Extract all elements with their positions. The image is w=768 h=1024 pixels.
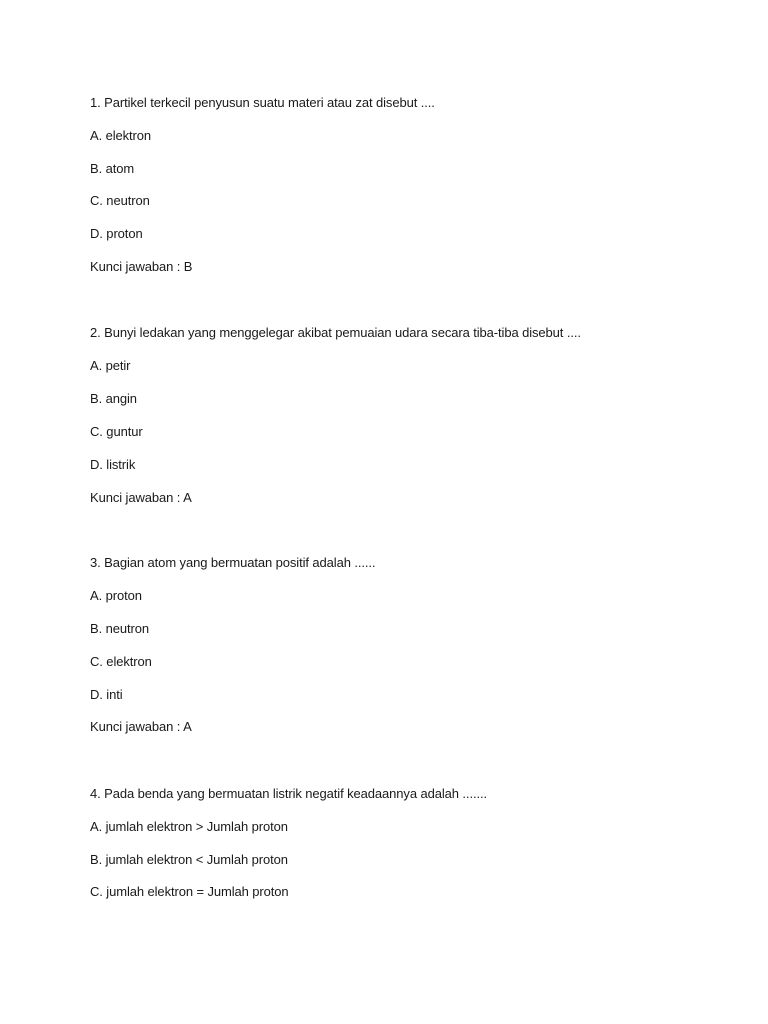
- question-2-option-d: D. listrik: [90, 457, 136, 472]
- question-4-option-a: A. jumlah elektron > Jumlah proton: [90, 819, 288, 834]
- question-3-text: 3. Bagian atom yang bermuatan positif adalah ......: [90, 555, 376, 570]
- question-3-option-a: A. proton: [90, 588, 142, 603]
- question-4-option-c: C. jumlah elektron = Jumlah proton: [90, 884, 289, 899]
- question-4-text: 4. Pada benda yang bermuatan listrik negatif keadaannya adalah .......: [90, 786, 487, 801]
- question-2-option-a: A. petir: [90, 358, 131, 373]
- question-2-answer-key: Kunci jawaban : A: [90, 490, 192, 505]
- question-1-option-b: B. atom: [90, 161, 135, 176]
- question-3-option-c: C. elektron: [90, 654, 152, 669]
- question-2-text: 2. Bunyi ledakan yang menggelegar akibat pemuaian udara secara tiba-tiba disebut ....: [90, 325, 581, 340]
- question-3-answer-key: Kunci jawaban : A: [90, 719, 192, 734]
- question-1-text: 1. Partikel terkecil penyusun suatu materi atau zat disebut ....: [90, 95, 435, 110]
- question-1-option-d: D. proton: [90, 226, 143, 241]
- question-4-option-b: B. jumlah elektron < Jumlah proton: [90, 852, 288, 867]
- question-1-answer-key: Kunci jawaban : B: [90, 259, 193, 274]
- question-2-option-b: B. angin: [90, 391, 137, 406]
- question-1-option-a: A. elektron: [90, 128, 152, 143]
- question-2-option-c: C. guntur: [90, 424, 143, 439]
- question-3-option-b: B. neutron: [90, 621, 149, 636]
- question-3-option-d: D. inti: [90, 687, 123, 702]
- question-1-option-c: C. neutron: [90, 193, 150, 208]
